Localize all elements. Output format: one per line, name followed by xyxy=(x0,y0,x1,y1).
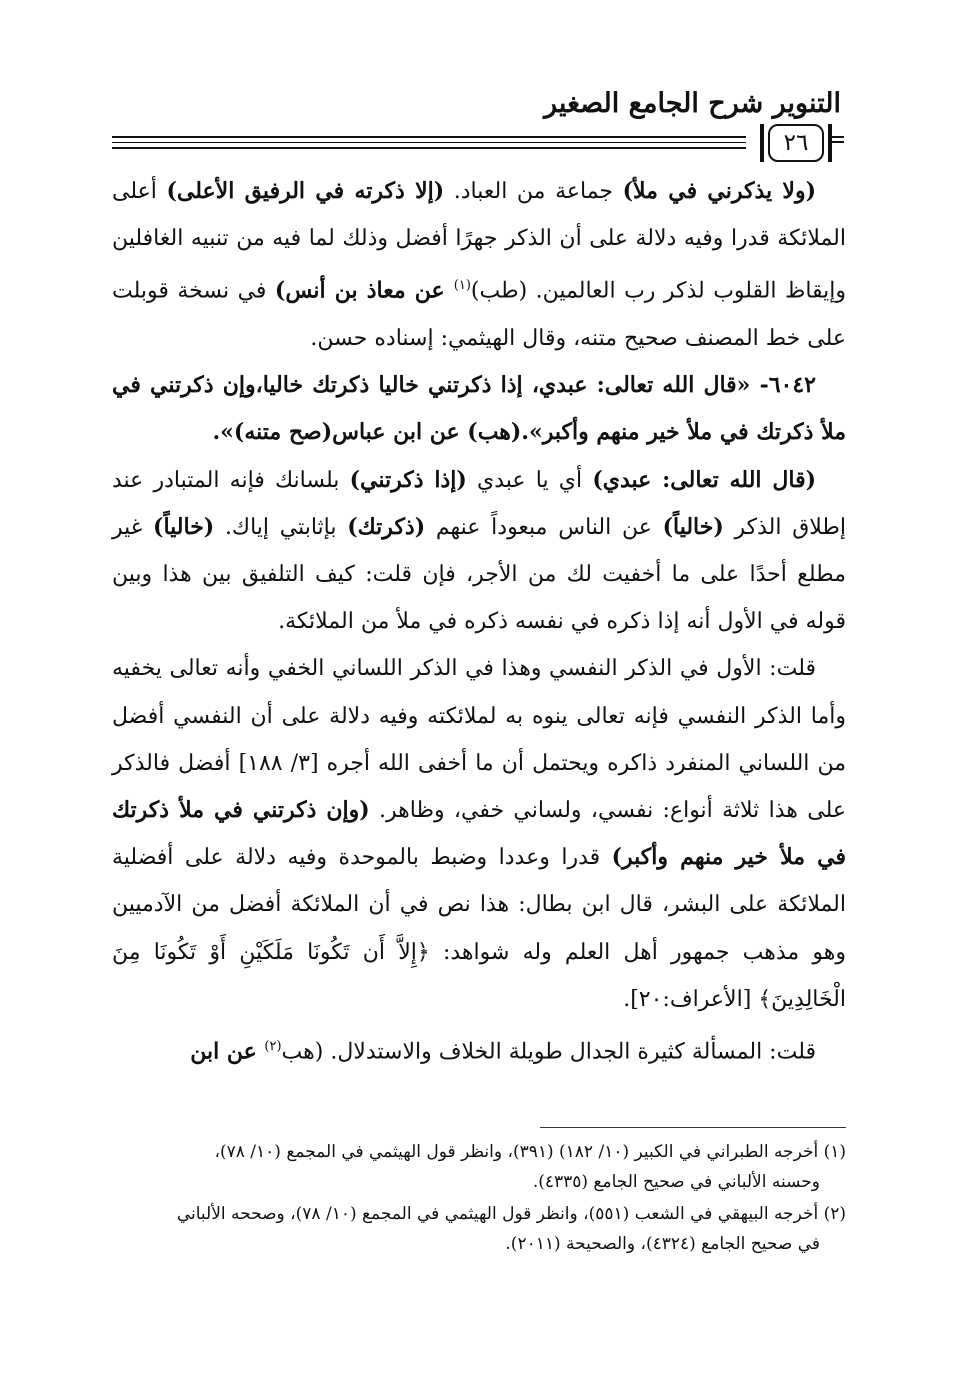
footnote-separator xyxy=(540,1127,846,1128)
commentary-text: عن الناس مبعوداً عنهم xyxy=(425,514,663,540)
quoted-matn: عن معاذ بن أنس) xyxy=(274,277,454,304)
commentary-text: في نسخة قوبلت على خط المصنف صحيح متنه، وقال الهيثمي: إسناده حسن. xyxy=(112,278,846,351)
commentary-text: بإثابتي إياك. xyxy=(214,514,348,540)
footnote-ref-2[interactable]: (٢) xyxy=(264,1038,282,1054)
paragraph-commentary-4 xyxy=(112,1023,846,1076)
commentary-text: قدرا وعددا وضبط بالموحدة وفيه دلالة على أفضلية الملائكة على البشر، قال ابن بطال: هذا نص في أن الملائكة أفضل من الآدميين وهو مذهب جمهور أهل العلم وله شواهد: ﴿إِلاَّ أَن تَكُونَا مَلَكَيْنِ أَوْ تَكُونَا مِنَ الْخَالِدِينَ﴾ [الأعراف:٢٠]. xyxy=(112,845,846,1012)
page-number: ٢٦ xyxy=(768,124,824,162)
footnotes xyxy=(112,1137,846,1261)
footnote-1-line-2: وحسنه الألباني في صحيح الجامع (٤٣٣٥). xyxy=(532,1172,820,1192)
paragraph-commentary-3 xyxy=(112,645,846,1023)
header-rule xyxy=(112,142,746,143)
commentary-text: قلت: الأول في الذكر النفسي وهذا في الذكر اللساني الخفي وأنه تعالى يخفيه وأما الذكر النفسي فإنه تعالى ينوه به لملائكته وفيه دلالة على أن النفسي أفضل من اللساني المنفرد ذاكره ويحتمل أن ما أخفى الله أجره [٣/ ١٨٨] أفضل فالذكر على هذا ثلاثة أنواع: نفسي، ولساني خفي، وظاهر. xyxy=(112,656,847,823)
footnote-2-line-2: في صحيح الجامع (٤٣٢٤)، والصحيحة (٢٠١١). xyxy=(505,1234,820,1254)
footnote-1 xyxy=(112,1137,846,1197)
hadith-6042: ٦٠٤٢- «قال الله تعالى: عبدي، إذا ذكرتني خاليا ذكرتك خاليا،وإن ذكرتني في ملأ ذكرتك في ملأ خير منهم وأكبر».(هب) عن ابن عباس(صح متنه)». xyxy=(112,372,846,446)
running-title: التنوير شرح الجامع الصغير xyxy=(544,88,841,119)
quoted-matn: (قال الله تعالى: عبدي) xyxy=(592,466,816,493)
quoted-matn: (وإن ذكرتني في ملأ ذكرتك في ملأ خير منهم وأكبر) xyxy=(112,796,846,871)
footnote-ref-1[interactable]: (١) xyxy=(453,278,471,294)
header-ornament xyxy=(832,136,844,149)
header-rule xyxy=(112,147,746,149)
footnote-2 xyxy=(112,1199,846,1259)
quoted-matn: عن ابن xyxy=(190,1038,265,1065)
quoted-matn: (إلا ذكرته في الرفيق الأعلى) xyxy=(166,178,445,204)
quoted-matn: (خالياً) xyxy=(153,513,215,540)
paragraph-commentary-2 xyxy=(112,457,846,646)
commentary-text: غير مطلع أحدًا على ما أخفيت لك من الأجر، فإن قلت: كيف التلفيق بين هذا وبين قوله في الأول أنه إذا ذكره في نفسه ذكره في ملأ من الملائكة. xyxy=(112,514,846,635)
footnote-2-line-1: (٢) أخرجه البيهقي في الشعب (٥٥١)، وانظر قول الهيثمي في المجمع (١٠/ ٧٨)، وصححه الألباني xyxy=(176,1204,846,1224)
commentary-text: بلسانك فإنه المتبادر عند إطلاق الذكر xyxy=(112,467,847,540)
quoted-matn: (ولا يذكرني في ملأ) xyxy=(622,178,816,204)
commentary-text: قلت: المسألة كثيرة الجدال طويلة الخلاف والاستدلال. (هب xyxy=(281,1039,816,1065)
quoted-matn: (خالياً) xyxy=(662,513,724,540)
footnote-1-line-1: (١) أخرجه الطبراني في الكبير (١٠/ ١٨٢) (٣٩١)، وانظر قول الهيثمي في المجمع (١٠/ ٧٨)، xyxy=(214,1142,846,1162)
quoted-matn: (إذا ذكرتني) xyxy=(349,466,467,493)
paragraph-commentary-1 xyxy=(112,168,846,362)
quoted-matn: (ذكرتك) xyxy=(347,513,426,540)
main-text xyxy=(112,168,846,1076)
commentary-text: جماعة من العباد. xyxy=(444,179,623,204)
header-rule xyxy=(112,136,746,138)
commentary-text: أي يا عبدي xyxy=(466,467,593,493)
commentary-text: أعلى الملائكة قدرا وفيه دلالة على أن الذكر جهرًا أفضل وذلك لما فيه من تنبيه الغافلين وإيقاظ القلوب لذكر رب العالمين. (طب) xyxy=(112,179,847,304)
